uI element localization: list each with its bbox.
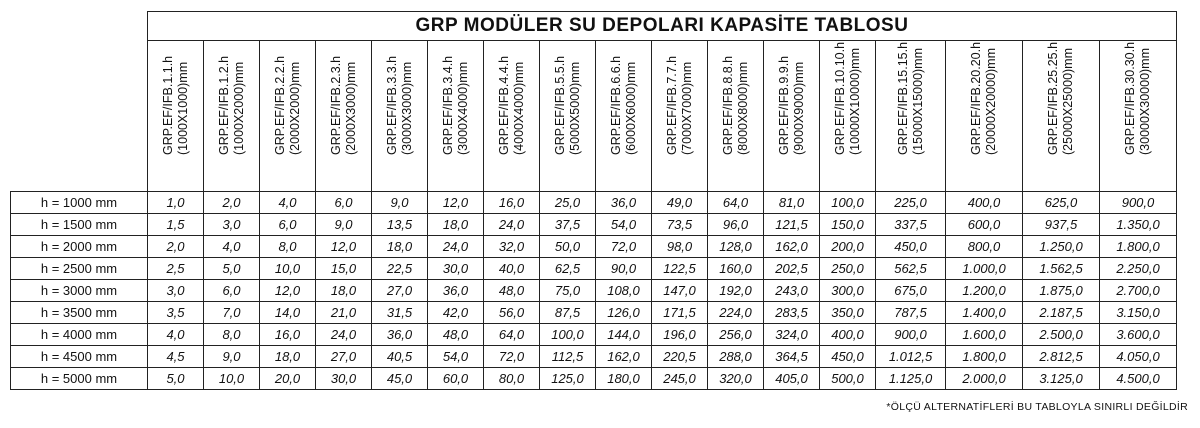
capacity-cell: 125,0 xyxy=(540,368,596,390)
capacity-cell: 3,0 xyxy=(148,280,204,302)
column-code: GRP.EF/IFB.10.10.h xyxy=(832,41,847,155)
capacity-cell: 122,5 xyxy=(652,258,708,280)
capacity-cell: 2,0 xyxy=(148,236,204,258)
capacity-cell: 72,0 xyxy=(484,346,540,368)
column-size: (10000X10000)mm xyxy=(847,47,862,155)
column-header xyxy=(204,41,260,192)
row-label: h = 1500 mm xyxy=(11,214,148,236)
capacity-cell: 121,5 xyxy=(764,214,820,236)
row-label: h = 5000 mm xyxy=(11,368,148,390)
capacity-cell: 12,0 xyxy=(260,280,316,302)
table-row xyxy=(11,258,1177,280)
column-header xyxy=(820,41,876,192)
capacity-cell: 220,5 xyxy=(652,346,708,368)
column-size: (25000X25000)mm xyxy=(1061,47,1075,155)
column-size: (3000X3000)mm xyxy=(399,61,414,155)
capacity-cell: 2.187,5 xyxy=(1023,302,1100,324)
capacity-cell: 3.125,0 xyxy=(1023,368,1100,390)
column-header xyxy=(1100,41,1177,192)
capacity-cell: 364,5 xyxy=(764,346,820,368)
capacity-cell: 1.800,0 xyxy=(1100,236,1177,258)
capacity-cell: 18,0 xyxy=(428,214,484,236)
capacity-cell: 288,0 xyxy=(708,346,764,368)
capacity-cell: 562,5 xyxy=(876,258,946,280)
column-code: GRP.EF/IFB.2.3.h xyxy=(328,55,343,155)
column-size: (2000X3000)mm xyxy=(343,61,358,155)
capacity-cell: 225,0 xyxy=(876,192,946,214)
capacity-cell: 3,0 xyxy=(204,214,260,236)
capacity-cell: 16,0 xyxy=(484,192,540,214)
capacity-cell: 21,0 xyxy=(316,302,372,324)
capacity-cell: 337,5 xyxy=(876,214,946,236)
capacity-cell: 27,0 xyxy=(372,280,428,302)
capacity-cell: 937,5 xyxy=(1023,214,1100,236)
column-code: GRP.EF/IFB.25.25.h xyxy=(1046,41,1060,155)
capacity-cell: 162,0 xyxy=(764,236,820,258)
capacity-cell: 75,0 xyxy=(540,280,596,302)
capacity-cell: 224,0 xyxy=(708,302,764,324)
capacity-cell: 18,0 xyxy=(316,280,372,302)
column-code: GRP.EF/IFB.1.2.h xyxy=(216,55,231,155)
capacity-cell: 1,0 xyxy=(148,192,204,214)
table-row xyxy=(11,236,1177,258)
column-code: GRP.EF/IFB.7.7.h xyxy=(664,55,679,155)
capacity-cell: 1.200,0 xyxy=(946,280,1023,302)
table-row xyxy=(11,214,1177,236)
column-header-row xyxy=(11,41,1177,192)
capacity-table xyxy=(10,11,1177,390)
capacity-cell: 9,0 xyxy=(204,346,260,368)
capacity-cell: 56,0 xyxy=(484,302,540,324)
capacity-cell: 30,0 xyxy=(428,258,484,280)
capacity-cell: 10,0 xyxy=(204,368,260,390)
capacity-cell: 900,0 xyxy=(1100,192,1177,214)
capacity-cell: 54,0 xyxy=(596,214,652,236)
column-code: GRP.EF/IFB.3.4.h xyxy=(440,55,455,155)
column-size: (8000X8000)mm xyxy=(735,61,750,155)
capacity-cell: 2.000,0 xyxy=(946,368,1023,390)
capacity-cell: 18,0 xyxy=(260,346,316,368)
capacity-cell: 192,0 xyxy=(708,280,764,302)
capacity-cell: 90,0 xyxy=(596,258,652,280)
capacity-cell: 15,0 xyxy=(316,258,372,280)
capacity-cell: 96,0 xyxy=(708,214,764,236)
capacity-cell: 1.012,5 xyxy=(876,346,946,368)
capacity-cell: 243,0 xyxy=(764,280,820,302)
column-header xyxy=(1023,41,1100,192)
column-size: (2000X2000)mm xyxy=(287,61,302,155)
capacity-cell: 3,5 xyxy=(148,302,204,324)
capacity-cell: 675,0 xyxy=(876,280,946,302)
capacity-cell: 6,0 xyxy=(316,192,372,214)
capacity-cell: 20,0 xyxy=(260,368,316,390)
capacity-cell: 108,0 xyxy=(596,280,652,302)
capacity-cell: 81,0 xyxy=(764,192,820,214)
capacity-cell: 24,0 xyxy=(428,236,484,258)
table-row xyxy=(11,324,1177,346)
column-size: (3000X4000)mm xyxy=(455,61,470,155)
table-body xyxy=(11,192,1177,390)
capacity-cell: 48,0 xyxy=(484,280,540,302)
column-size: (30000X30000)mm xyxy=(1138,47,1152,155)
capacity-cell: 1.000,0 xyxy=(946,258,1023,280)
column-header xyxy=(540,41,596,192)
capacity-cell: 196,0 xyxy=(652,324,708,346)
capacity-cell: 900,0 xyxy=(876,324,946,346)
column-header xyxy=(148,41,204,192)
capacity-cell: 9,0 xyxy=(372,192,428,214)
column-code: GRP.EF/IFB.9.9.h xyxy=(776,55,791,155)
capacity-cell: 24,0 xyxy=(316,324,372,346)
capacity-cell: 25,0 xyxy=(540,192,596,214)
column-header xyxy=(596,41,652,192)
table-title: GRP MODÜLER SU DEPOLARI KAPASİTE TABLOSU xyxy=(148,12,1177,41)
capacity-cell: 16,0 xyxy=(260,324,316,346)
capacity-cell: 160,0 xyxy=(708,258,764,280)
capacity-cell: 60,0 xyxy=(428,368,484,390)
capacity-cell: 300,0 xyxy=(820,280,876,302)
column-size: (1000X1000)mm xyxy=(175,61,190,155)
capacity-cell: 171,5 xyxy=(652,302,708,324)
capacity-cell: 4.500,0 xyxy=(1100,368,1177,390)
capacity-cell: 42,0 xyxy=(428,302,484,324)
capacity-cell: 8,0 xyxy=(204,324,260,346)
capacity-cell: 64,0 xyxy=(708,192,764,214)
capacity-cell: 2.700,0 xyxy=(1100,280,1177,302)
capacity-cell: 5,0 xyxy=(148,368,204,390)
table-row xyxy=(11,280,1177,302)
capacity-cell: 36,0 xyxy=(596,192,652,214)
row-label: h = 2000 mm xyxy=(11,236,148,258)
capacity-cell: 8,0 xyxy=(260,236,316,258)
capacity-cell: 14,0 xyxy=(260,302,316,324)
capacity-cell: 72,0 xyxy=(596,236,652,258)
capacity-cell: 400,0 xyxy=(820,324,876,346)
column-code: GRP.EF/IFB.1.1.h xyxy=(160,55,175,155)
capacity-cell: 800,0 xyxy=(946,236,1023,258)
capacity-cell: 324,0 xyxy=(764,324,820,346)
capacity-cell: 24,0 xyxy=(484,214,540,236)
title-row xyxy=(11,12,1177,41)
capacity-cell: 36,0 xyxy=(428,280,484,302)
column-size: (4000X4000)mm xyxy=(511,61,526,155)
capacity-cell: 4,0 xyxy=(204,236,260,258)
capacity-cell: 64,0 xyxy=(484,324,540,346)
column-code: GRP.EF/IFB.4.4.h xyxy=(496,55,511,155)
capacity-cell: 283,5 xyxy=(764,302,820,324)
capacity-cell: 2,0 xyxy=(204,192,260,214)
row-label: h = 2500 mm xyxy=(11,258,148,280)
capacity-cell: 87,5 xyxy=(540,302,596,324)
capacity-cell: 4,0 xyxy=(148,324,204,346)
capacity-cell: 400,0 xyxy=(946,192,1023,214)
capacity-cell: 202,5 xyxy=(764,258,820,280)
capacity-cell: 2.500,0 xyxy=(1023,324,1100,346)
capacity-cell: 128,0 xyxy=(708,236,764,258)
capacity-cell: 450,0 xyxy=(820,346,876,368)
capacity-cell: 45,0 xyxy=(372,368,428,390)
capacity-cell: 450,0 xyxy=(876,236,946,258)
capacity-cell: 1.125,0 xyxy=(876,368,946,390)
capacity-cell: 9,0 xyxy=(316,214,372,236)
row-label: h = 3000 mm xyxy=(11,280,148,302)
capacity-cell: 2.250,0 xyxy=(1100,258,1177,280)
capacity-cell: 320,0 xyxy=(708,368,764,390)
column-code: GRP.EF/IFB.8.8.h xyxy=(720,55,735,155)
capacity-cell: 98,0 xyxy=(652,236,708,258)
capacity-cell: 40,0 xyxy=(484,258,540,280)
capacity-cell: 54,0 xyxy=(428,346,484,368)
column-header xyxy=(316,41,372,192)
capacity-cell: 1.800,0 xyxy=(946,346,1023,368)
capacity-cell: 1.250,0 xyxy=(1023,236,1100,258)
row-label: h = 4500 mm xyxy=(11,346,148,368)
capacity-cell: 3.600,0 xyxy=(1100,324,1177,346)
capacity-cell: 147,0 xyxy=(652,280,708,302)
capacity-cell: 22,5 xyxy=(372,258,428,280)
capacity-cell: 250,0 xyxy=(820,258,876,280)
capacity-cell: 1,5 xyxy=(148,214,204,236)
capacity-cell: 144,0 xyxy=(596,324,652,346)
capacity-cell: 625,0 xyxy=(1023,192,1100,214)
capacity-cell: 31,5 xyxy=(372,302,428,324)
column-code: GRP.EF/IFB.30.30.h xyxy=(1123,41,1137,155)
capacity-cell: 50,0 xyxy=(540,236,596,258)
capacity-cell: 162,0 xyxy=(596,346,652,368)
column-header xyxy=(260,41,316,192)
table-row xyxy=(11,192,1177,214)
capacity-cell: 126,0 xyxy=(596,302,652,324)
footnote: *ÖLÇÜ ALTERNATİFLERİ BU TABLOYLA SINIRLI DEĞİLDİR xyxy=(886,401,1188,413)
column-header xyxy=(484,41,540,192)
column-size: (9000X9000)mm xyxy=(791,61,806,155)
capacity-cell: 13,5 xyxy=(372,214,428,236)
column-code: GRP.EF/IFB.3.3.h xyxy=(384,55,399,155)
column-code: GRP.EF/IFB.15.15.h xyxy=(895,41,910,155)
capacity-cell: 4.050,0 xyxy=(1100,346,1177,368)
capacity-cell: 7,0 xyxy=(204,302,260,324)
capacity-cell: 12,0 xyxy=(316,236,372,258)
capacity-cell: 4,5 xyxy=(148,346,204,368)
column-size: (7000X7000)mm xyxy=(679,61,694,155)
capacity-cell: 787,5 xyxy=(876,302,946,324)
corner-blank xyxy=(11,12,148,41)
capacity-cell: 1.875,0 xyxy=(1023,280,1100,302)
capacity-cell: 350,0 xyxy=(820,302,876,324)
column-size: (1000X2000)mm xyxy=(231,61,246,155)
capacity-cell: 6,0 xyxy=(260,214,316,236)
column-header xyxy=(652,41,708,192)
column-size: (5000X5000)mm xyxy=(567,61,582,155)
column-size: (6000X6000)mm xyxy=(623,61,638,155)
capacity-cell: 49,0 xyxy=(652,192,708,214)
capacity-cell: 48,0 xyxy=(428,324,484,346)
row-label: h = 1000 mm xyxy=(11,192,148,214)
capacity-cell: 12,0 xyxy=(428,192,484,214)
capacity-cell: 2.812,5 xyxy=(1023,346,1100,368)
column-size: (15000X15000)mm xyxy=(910,47,925,155)
capacity-cell: 4,0 xyxy=(260,192,316,214)
capacity-cell: 200,0 xyxy=(820,236,876,258)
column-header xyxy=(708,41,764,192)
capacity-cell: 80,0 xyxy=(484,368,540,390)
capacity-cell: 62,5 xyxy=(540,258,596,280)
column-header xyxy=(876,41,946,192)
capacity-cell: 1.600,0 xyxy=(946,324,1023,346)
capacity-cell: 30,0 xyxy=(316,368,372,390)
column-code: GRP.EF/IFB.2.2.h xyxy=(272,55,287,155)
column-code: GRP.EF/IFB.5.5.h xyxy=(552,55,567,155)
capacity-cell: 27,0 xyxy=(316,346,372,368)
capacity-cell: 245,0 xyxy=(652,368,708,390)
capacity-cell: 600,0 xyxy=(946,214,1023,236)
column-header xyxy=(428,41,484,192)
capacity-cell: 180,0 xyxy=(596,368,652,390)
column-header xyxy=(946,41,1023,192)
capacity-cell: 500,0 xyxy=(820,368,876,390)
capacity-cell: 36,0 xyxy=(372,324,428,346)
row-label: h = 4000 mm xyxy=(11,324,148,346)
table-row xyxy=(11,368,1177,390)
capacity-cell: 150,0 xyxy=(820,214,876,236)
capacity-cell: 40,5 xyxy=(372,346,428,368)
capacity-cell: 112,5 xyxy=(540,346,596,368)
column-header xyxy=(372,41,428,192)
capacity-cell: 32,0 xyxy=(484,236,540,258)
capacity-cell: 10,0 xyxy=(260,258,316,280)
table-row xyxy=(11,302,1177,324)
capacity-cell: 2,5 xyxy=(148,258,204,280)
capacity-cell: 100,0 xyxy=(820,192,876,214)
column-code: GRP.EF/IFB.20.20.h xyxy=(969,41,983,155)
capacity-cell: 18,0 xyxy=(372,236,428,258)
capacity-cell: 1.350,0 xyxy=(1100,214,1177,236)
corner-blank-2 xyxy=(11,41,148,192)
capacity-cell: 100,0 xyxy=(540,324,596,346)
column-code: GRP.EF/IFB.6.6.h xyxy=(608,55,623,155)
capacity-cell: 73,5 xyxy=(652,214,708,236)
capacity-cell: 37,5 xyxy=(540,214,596,236)
table-row xyxy=(11,346,1177,368)
column-size: (20000X20000)mm xyxy=(984,47,998,155)
capacity-cell: 6,0 xyxy=(204,280,260,302)
column-header xyxy=(764,41,820,192)
capacity-cell: 256,0 xyxy=(708,324,764,346)
capacity-cell: 405,0 xyxy=(764,368,820,390)
capacity-cell: 1.400,0 xyxy=(946,302,1023,324)
row-label: h = 3500 mm xyxy=(11,302,148,324)
capacity-cell: 5,0 xyxy=(204,258,260,280)
capacity-cell: 3.150,0 xyxy=(1100,302,1177,324)
capacity-cell: 1.562,5 xyxy=(1023,258,1100,280)
